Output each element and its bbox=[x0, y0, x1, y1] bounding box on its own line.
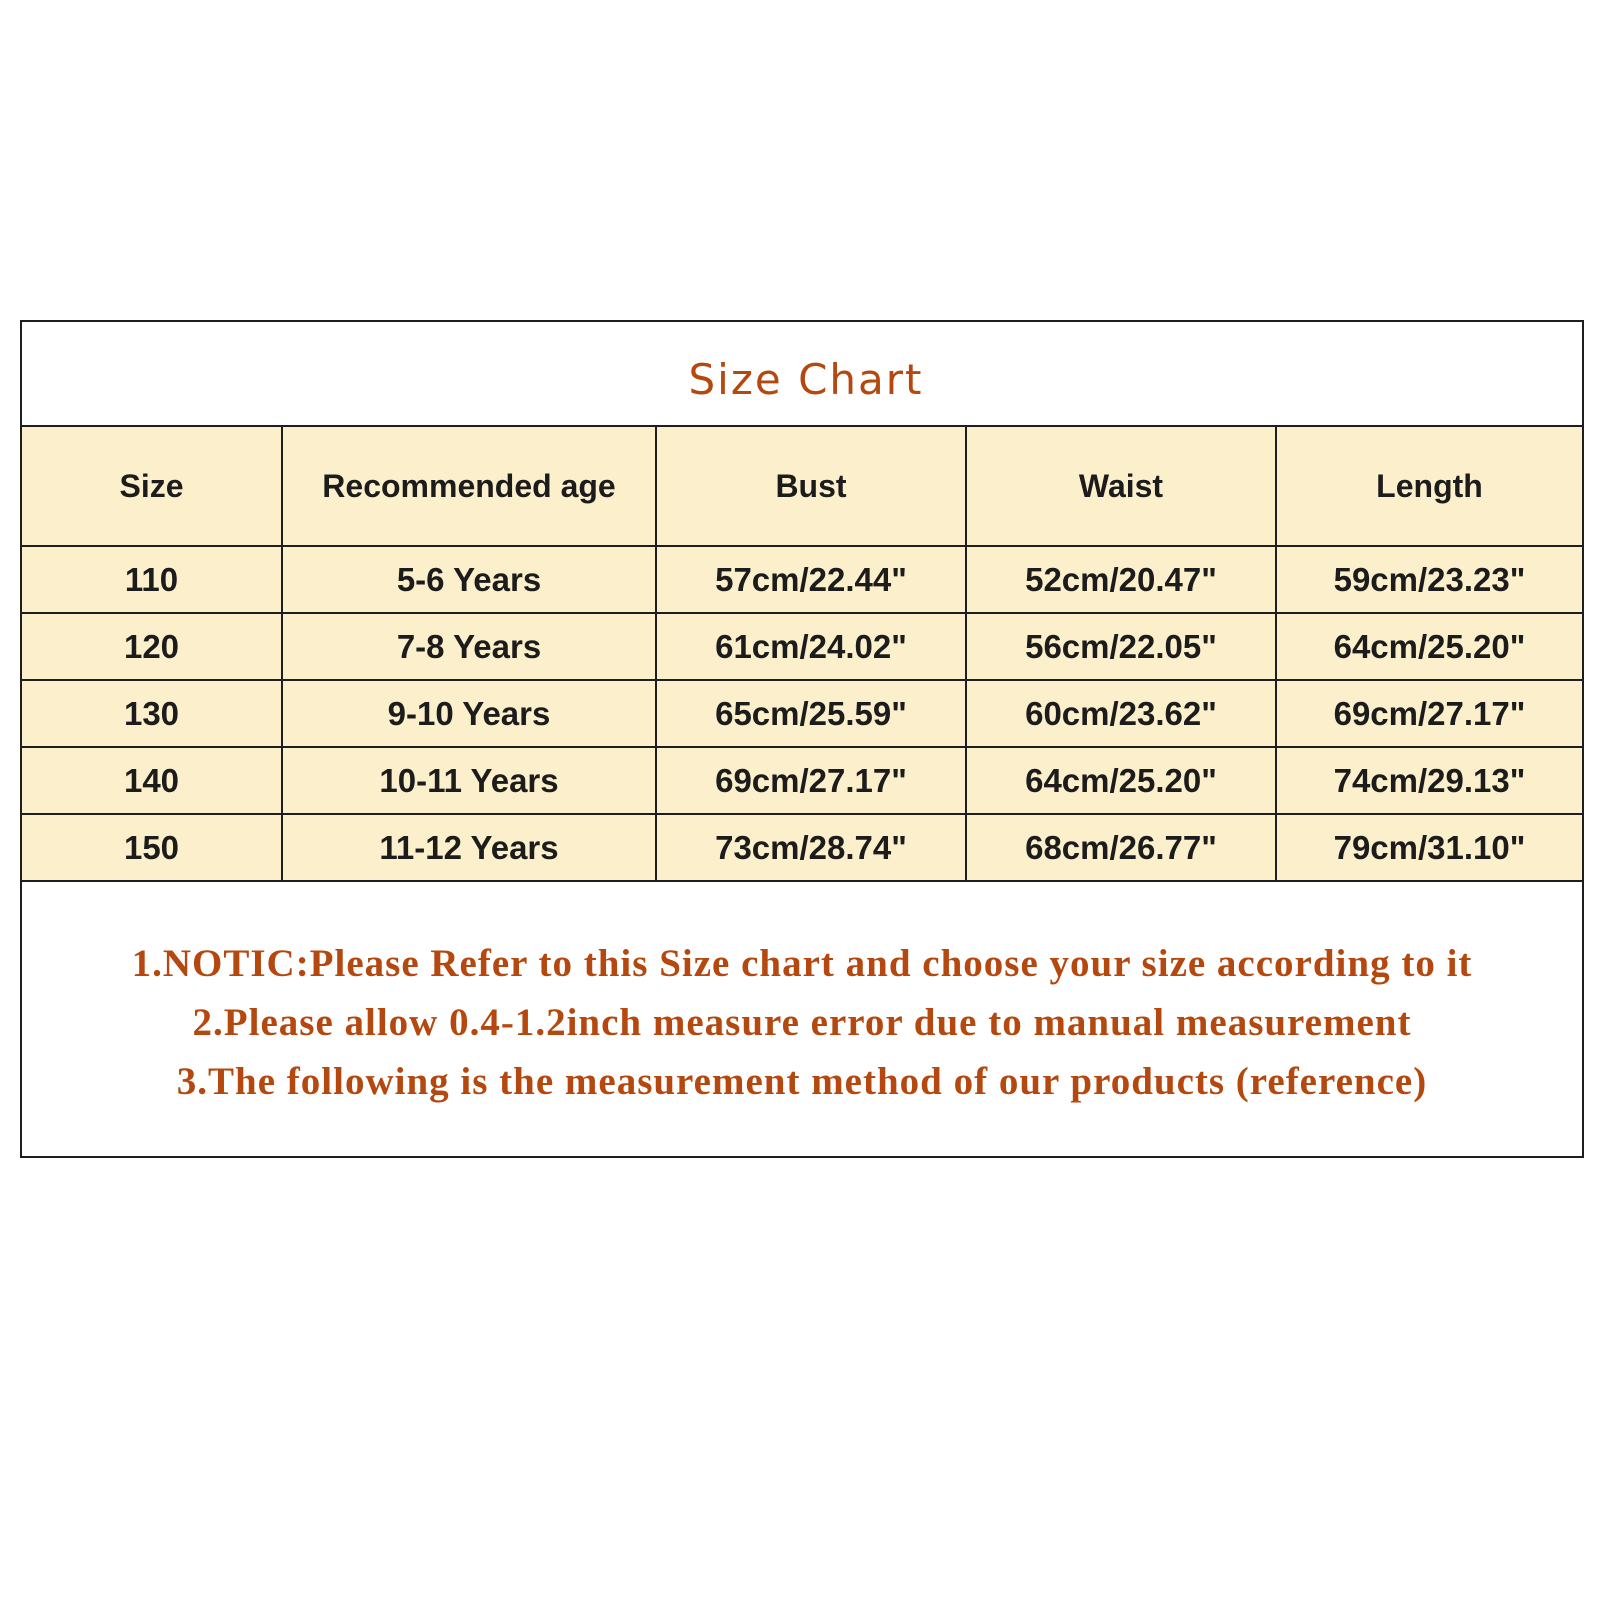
header-waist: Waist bbox=[966, 427, 1276, 546]
cell-size: 150 bbox=[22, 814, 282, 881]
note-1: 1.NOTIC:Please Refer to this Size chart and choose your size according to it bbox=[131, 942, 1473, 985]
cell-bust: 73cm/28.74" bbox=[656, 814, 966, 881]
header-recommended-age: Recommended age bbox=[282, 427, 656, 546]
cell-age: 9-10 Years bbox=[282, 680, 656, 747]
cell-size: 110 bbox=[22, 546, 282, 613]
table-row bbox=[22, 613, 1582, 680]
cell-bust: 65cm/25.59" bbox=[656, 680, 966, 747]
cell-bust: 69cm/27.17" bbox=[656, 747, 966, 814]
size-chart-card bbox=[20, 320, 1584, 1158]
cell-waist: 64cm/25.20" bbox=[966, 747, 1276, 814]
cell-age: 5-6 Years bbox=[282, 546, 656, 613]
header-length: Length bbox=[1276, 427, 1582, 546]
header-bust: Bust bbox=[656, 427, 966, 546]
table-row bbox=[22, 546, 1582, 613]
cell-size: 120 bbox=[22, 613, 282, 680]
header-size: Size bbox=[22, 427, 282, 546]
size-table bbox=[22, 427, 1582, 882]
cell-waist: 60cm/23.62" bbox=[966, 680, 1276, 747]
note-3: 3.The following is the measurement method of our products (reference) bbox=[176, 1060, 1428, 1103]
cell-age: 10-11 Years bbox=[282, 747, 656, 814]
cell-length: 74cm/29.13" bbox=[1276, 747, 1582, 814]
cell-size: 140 bbox=[22, 747, 282, 814]
cell-bust: 57cm/22.44" bbox=[656, 546, 966, 613]
table-header-row bbox=[22, 427, 1582, 546]
table-row bbox=[22, 747, 1582, 814]
notes-section bbox=[22, 882, 1582, 1111]
note-2: 2.Please allow 0.4-1.2inch measure error due to manual measurement bbox=[192, 1001, 1412, 1044]
title-row bbox=[22, 322, 1582, 427]
cell-waist: 68cm/26.77" bbox=[966, 814, 1276, 881]
page-title: Size Chart bbox=[688, 355, 924, 404]
cell-length: 69cm/27.17" bbox=[1276, 680, 1582, 747]
table-row bbox=[22, 680, 1582, 747]
cell-bust: 61cm/24.02" bbox=[656, 613, 966, 680]
table-row bbox=[22, 814, 1582, 881]
cell-length: 64cm/25.20" bbox=[1276, 613, 1582, 680]
cell-age: 11-12 Years bbox=[282, 814, 656, 881]
cell-waist: 52cm/20.47" bbox=[966, 546, 1276, 613]
cell-length: 79cm/31.10" bbox=[1276, 814, 1582, 881]
cell-size: 130 bbox=[22, 680, 282, 747]
cell-length: 59cm/23.23" bbox=[1276, 546, 1582, 613]
cell-waist: 56cm/22.05" bbox=[966, 613, 1276, 680]
cell-age: 7-8 Years bbox=[282, 613, 656, 680]
